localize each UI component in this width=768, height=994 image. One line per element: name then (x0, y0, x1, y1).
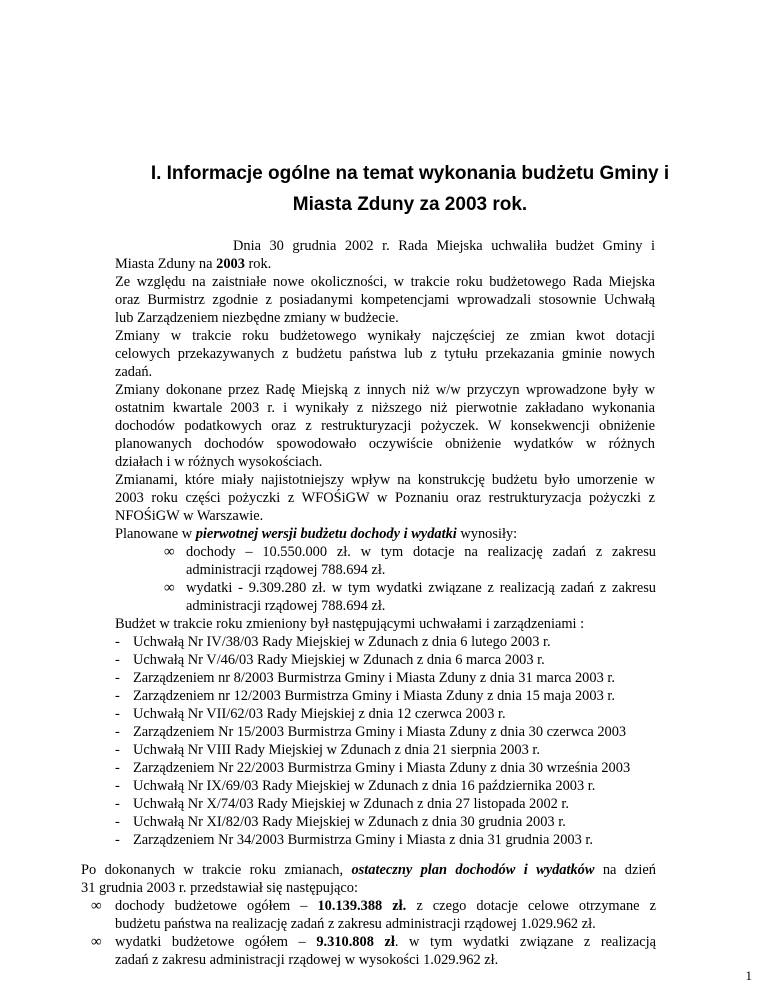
planned-bullet-line: administracji rządowej 788.694 zł. (186, 598, 386, 614)
final-emphasis: ostateczny plan dochodów i wydatków (351, 862, 595, 878)
final-bullet-line: budżetu państwa na realizację zadań z zakresu administracji rządowej 1.029.962 zł. (115, 916, 596, 932)
intro-line: celowych przekazywanych z budżetu państwa lub z tytułu przekazania gminie nowych (115, 346, 655, 362)
list-item: Zarządzeniem nr 8/2003 Burmistrza Gminy i Miasta Zduny z dnia 31 marca 2003 r. (133, 670, 615, 686)
list-item: - (115, 652, 120, 668)
list-item: Uchwałą Nr X/74/03 Rady Miejskiej w Zdunach z dnia 27 listopada 2002 r. (133, 796, 570, 812)
year-bold: 2003 (216, 256, 245, 272)
final-bullet-line: dochody budżetowe ogółem – 10.139.388 zł. z czego dotacje celowe otrzymane z (115, 898, 656, 914)
income-amount: 10.139.388 zł. (317, 898, 407, 914)
intro-line: Zmiany w trakcie roku budżetowego wynikały najczęściej ze zmian kwot dotacji (115, 328, 655, 344)
intro-line: Ze względu na zaistniałe nowe okoliczności, w trakcie roku budżetowego Rada Miejska (115, 274, 655, 290)
expense-amount: 9.310.808 zł (316, 934, 395, 950)
planned-bullet-line: dochody – 10.550.000 zł. w tym dotacje na realizację zadań z zakresu (186, 544, 656, 560)
infinity-bullet-icon: ∞ (164, 544, 175, 560)
list-item: Uchwałą Nr V/46/03 Rady Miejskiej w Zdunach z dnia 6 marca 2003 r. (133, 652, 545, 668)
intro-line: Miasta Zduny na 2003 rok. (115, 256, 272, 272)
intro-line: oraz Burmistrz zgodnie z posiadanymi kompetencjami wprowadzali stosownie Uchwałą (115, 292, 655, 308)
final-bullet-line: wydatki budżetowe ogółem – 9.310.808 zł. w tym wydatki związane z realizacją (115, 934, 656, 950)
intro-line: ostatnim kwartale 2003 r. i wynikały z niższego niż pierwotnie zakładano wykonania (115, 400, 655, 416)
infinity-bullet-icon: ∞ (164, 580, 175, 596)
list-item: - (115, 832, 120, 848)
list-item: - (115, 796, 120, 812)
intro-line: lub Zarządzeniem niezbędne zmiany w budżecie. (115, 310, 399, 326)
planned-emphasis: pierwotnej wersji budżetu dochody i wydatki (195, 526, 457, 542)
list-item: Uchwałą Nr IV/38/03 Rady Miejskiej w Zdunach z dnia 6 lutego 2003 r. (133, 634, 551, 650)
list-item: - (115, 760, 120, 776)
list-item: Zarządzeniem nr 12/2003 Burmistrza Gminy i Miasta Zduny z dnia 15 maja 2003 r. (133, 688, 615, 704)
page-title-line-2: Miasta Zduny za 2003 rok. (292, 194, 528, 215)
list-item: Uchwałą Nr IX/69/03 Rady Miejskiej w Zdunach z dnia 16 października 2003 r. (133, 778, 596, 794)
intro-line: Zmiany dokonane przez Radę Miejską z innych niż w/w przyczyn wprowadzone były w (115, 382, 655, 398)
planned-bullet-line: administracji rządowej 788.694 zł. (186, 562, 386, 578)
final-bullet-line: zadań z zakresu administracji rządowej w wysokości 1.029.962 zł. (115, 952, 499, 968)
list-item: Zarządzeniem Nr 22/2003 Burmistrza Gminy i Miasta Zduny z dnia 30 września 2003 (133, 760, 631, 776)
list-item: - (115, 706, 120, 722)
list-item: Zarządzeniem Nr 15/2003 Burmistrza Gminy i Miasta Zduny z dnia 30 czerwca 2003 (133, 724, 627, 740)
list-item: Uchwałą Nr VIII Rady Miejskiej w Zdunach z dnia 21 sierpnia 2003 r. (133, 742, 540, 758)
final-heading-line-2: 31 grudnia 2003 r. przedstawiał się następująco: (81, 880, 358, 896)
list-item: - (115, 742, 120, 758)
page-title-line-1: I. Informacje ogólne na temat wykonania budżetu Gminy i (150, 163, 670, 184)
infinity-bullet-icon: ∞ (91, 934, 102, 950)
list-item: - (115, 778, 120, 794)
intro-line: NFOŚiGW w Warszawie. (115, 508, 264, 524)
changes-intro: Budżet w trakcie roku zmieniony był następującymi uchwałami i zarządzeniami : (115, 616, 585, 632)
intro-line: zadań. (115, 364, 153, 380)
list-item: - (115, 724, 120, 740)
intro-line: działach i w różnych wysokościach. (115, 454, 323, 470)
intro-line: Zmianami, które miały najistotniejszy wpływ na konstrukcję budżetu było umorzenie w (115, 472, 655, 488)
list-item: - (115, 634, 120, 650)
intro-line: dochodów podatkowych oraz z restrukturyzacji pożyczek. W konsekwencji obniżenie (115, 418, 655, 434)
list-item: - (115, 814, 120, 830)
final-heading: Po dokonanych w trakcie roku zmianach, ostateczny plan dochodów i wydatków na dzień (81, 862, 656, 878)
list-item: Uchwałą Nr VII/62/03 Rady Miejskiej z dnia 12 czerwca 2003 r. (133, 706, 506, 722)
infinity-bullet-icon: ∞ (91, 898, 102, 914)
list-item: - (115, 688, 120, 704)
list-item: - (115, 670, 120, 686)
list-item: Uchwałą Nr XI/82/03 Rady Miejskiej w Zdunach z dnia 30 grudnia 2003 r. (133, 814, 566, 830)
list-item: Zarządzeniem Nr 34/2003 Burmistrza Gminy i Miasta z dnia 31 grudnia 2003 r. (133, 832, 593, 848)
intro-line: Dnia 30 grudnia 2002 r. Rada Miejska uchwaliła budżet Gminy i (233, 238, 655, 254)
planned-bullet-line: wydatki - 9.309.280 zł. w tym wydatki związane z realizacją zadań z zakresu (186, 580, 656, 596)
intro-line: planowanych dochodów spowodowało oczywiście obniżenie wydatków w różnych (115, 436, 655, 452)
intro-line: 2003 roku części pożyczki z WFOŚiGW w Poznaniu oraz restrukturyzacja pożyczki z (115, 490, 655, 506)
planned-heading: Planowane w pierwotnej wersji budżetu dochody i wydatki wynosiły: (115, 526, 518, 542)
page-number: 1 (745, 968, 752, 983)
